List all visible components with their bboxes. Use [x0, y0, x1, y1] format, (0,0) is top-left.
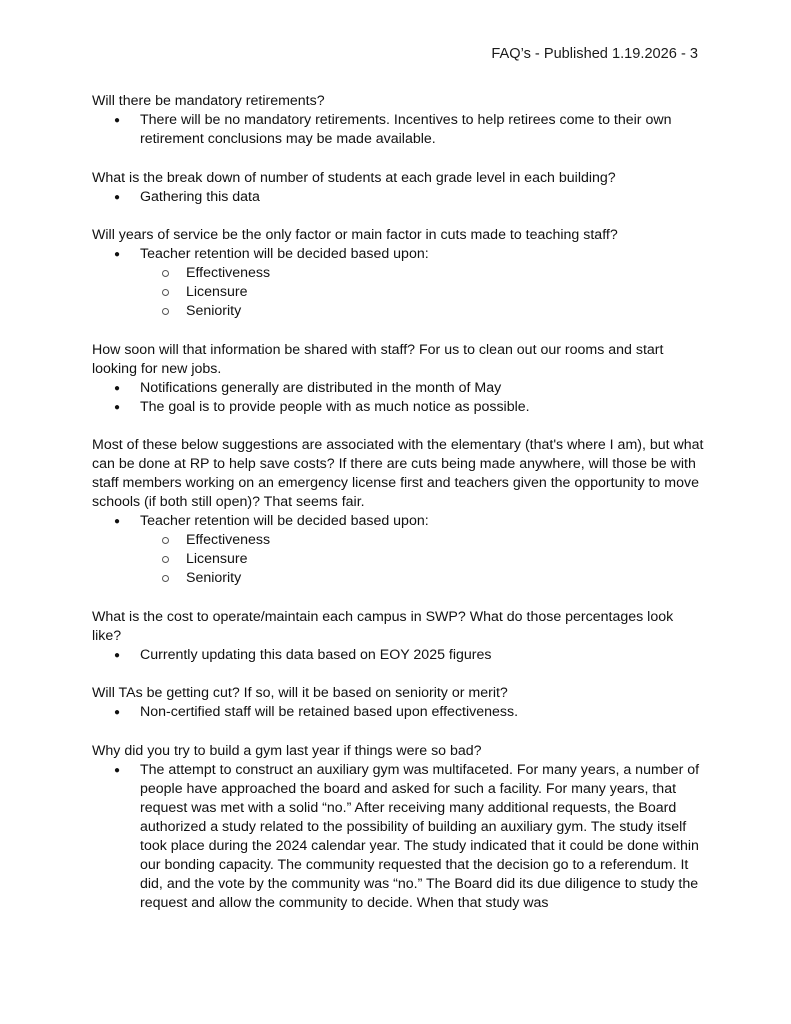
faq-question: Will years of service be the only factor or main factor in cuts made to teaching staff?: [92, 227, 618, 243]
bullet-icon: ●: [114, 382, 121, 394]
answer-list: [92, 512, 704, 588]
bullet-icon: ●: [114, 115, 121, 126]
page-header: FAQ’s - Published 1.19.2026 - 3: [491, 46, 698, 62]
faq-item: [92, 684, 704, 722]
bullet-icon: ●: [114, 707, 121, 718]
bullet-icon: ●: [114, 191, 121, 203]
faq-question: Will there be mandatory retirements?: [92, 93, 325, 109]
faq-question: What is the cost to operate/maintain each campus in SWP? What do those percentages look like?: [92, 608, 674, 644]
answer-item: ● Teacher retention will be decided based upon: Effectiveness Licensure Seniority: [92, 245, 704, 321]
bullet-icon: ●: [114, 249, 121, 260]
faq-item: [92, 608, 704, 665]
answer-item: ● There will be no mandatory retirements. Incentives to help retirees come to their own retirement conclusions may be made available.: [114, 112, 672, 147]
circle-bullet-icon: [162, 289, 169, 296]
bullet-icon: ●: [114, 516, 121, 527]
bullet-icon: ●: [114, 764, 121, 776]
bullet-icon: ●: [114, 649, 121, 661]
sub-list: [140, 264, 704, 321]
faq-item: [92, 169, 704, 207]
faq-question: What is the break down of number of students at each grade level in each building?: [92, 169, 616, 186]
answer-item: ● Notifications generally are distributed in the month of May: [114, 379, 502, 396]
answer-item: ● Gathering this data: [114, 188, 260, 205]
answer-item: ● The goal is to provide people with as much notice as possible.: [114, 398, 530, 415]
sub-item: Effectiveness: [140, 531, 704, 550]
answer-list: [92, 761, 704, 913]
sub-list: [140, 531, 704, 588]
circle-bullet-icon: [162, 537, 169, 544]
answer-item: ● Non-certified staff will be retained based upon effectiveness.: [114, 704, 519, 720]
answer-list: [92, 646, 704, 665]
faq-question: How soon will that information be shared with staff? For us to clean out our rooms and start looking for new jobs.: [92, 341, 664, 377]
sub-item: Licensure: [140, 283, 704, 302]
circle-bullet-icon: [162, 308, 169, 315]
answer-list: [92, 379, 704, 417]
answer-item: ● The attempt to construct an auxiliary gym was multifaceted. For many years, a number of people have approached the board and asked for such a facility. For many years, that request was met with a solid “no.” After receiving many additional requests, the Board authorized a study related to the possibility of building an auxiliary gym. The study itself took place during the 2024 calendar year. The study indicated that it could be done within our bonding capacity. The community requested that the decision go to a referendum. It did, and the vote by the community was “no.” The Board did its due diligence to study the request and allow the community to decide. When that study was: [114, 761, 700, 911]
answer-item: ● Currently updating this data based on EOY 2025 figures: [114, 646, 492, 663]
sub-item: Seniority: [140, 569, 704, 588]
faq-item: [92, 436, 704, 588]
circle-bullet-icon: [162, 556, 169, 563]
answer-list: [92, 703, 704, 722]
faq-item: [92, 92, 704, 149]
answer-list: [92, 111, 704, 149]
faq-question: Most of these below suggestions are associated with the elementary (that's where I am), but what can be done at RP to help save costs? If there are cuts being made anywhere, will those be with staff members working on an emergency license first and teachers given the opportunity to move schools (if both still open)? That seems fair.: [92, 437, 704, 510]
answer-list: [92, 188, 704, 207]
circle-bullet-icon: [162, 270, 169, 277]
faq-item: [92, 341, 704, 417]
answer-list: [92, 245, 704, 321]
faq-content: [92, 92, 704, 932]
sub-item: Licensure: [140, 550, 704, 569]
circle-bullet-icon: [162, 575, 169, 582]
faq-question: Why did you try to build a gym last year if things were so bad?: [92, 742, 482, 759]
faq-item: [92, 226, 704, 321]
sub-item: Seniority: [140, 302, 704, 321]
faq-item: [92, 742, 704, 913]
faq-question: Will TAs be getting cut? If so, will it be based on seniority or merit?: [92, 685, 508, 701]
answer-item: ● Teacher retention will be decided based upon: Effectiveness Licensure Seniority: [92, 512, 704, 588]
bullet-icon: ●: [114, 401, 121, 413]
sub-item: Effectiveness: [140, 264, 704, 283]
